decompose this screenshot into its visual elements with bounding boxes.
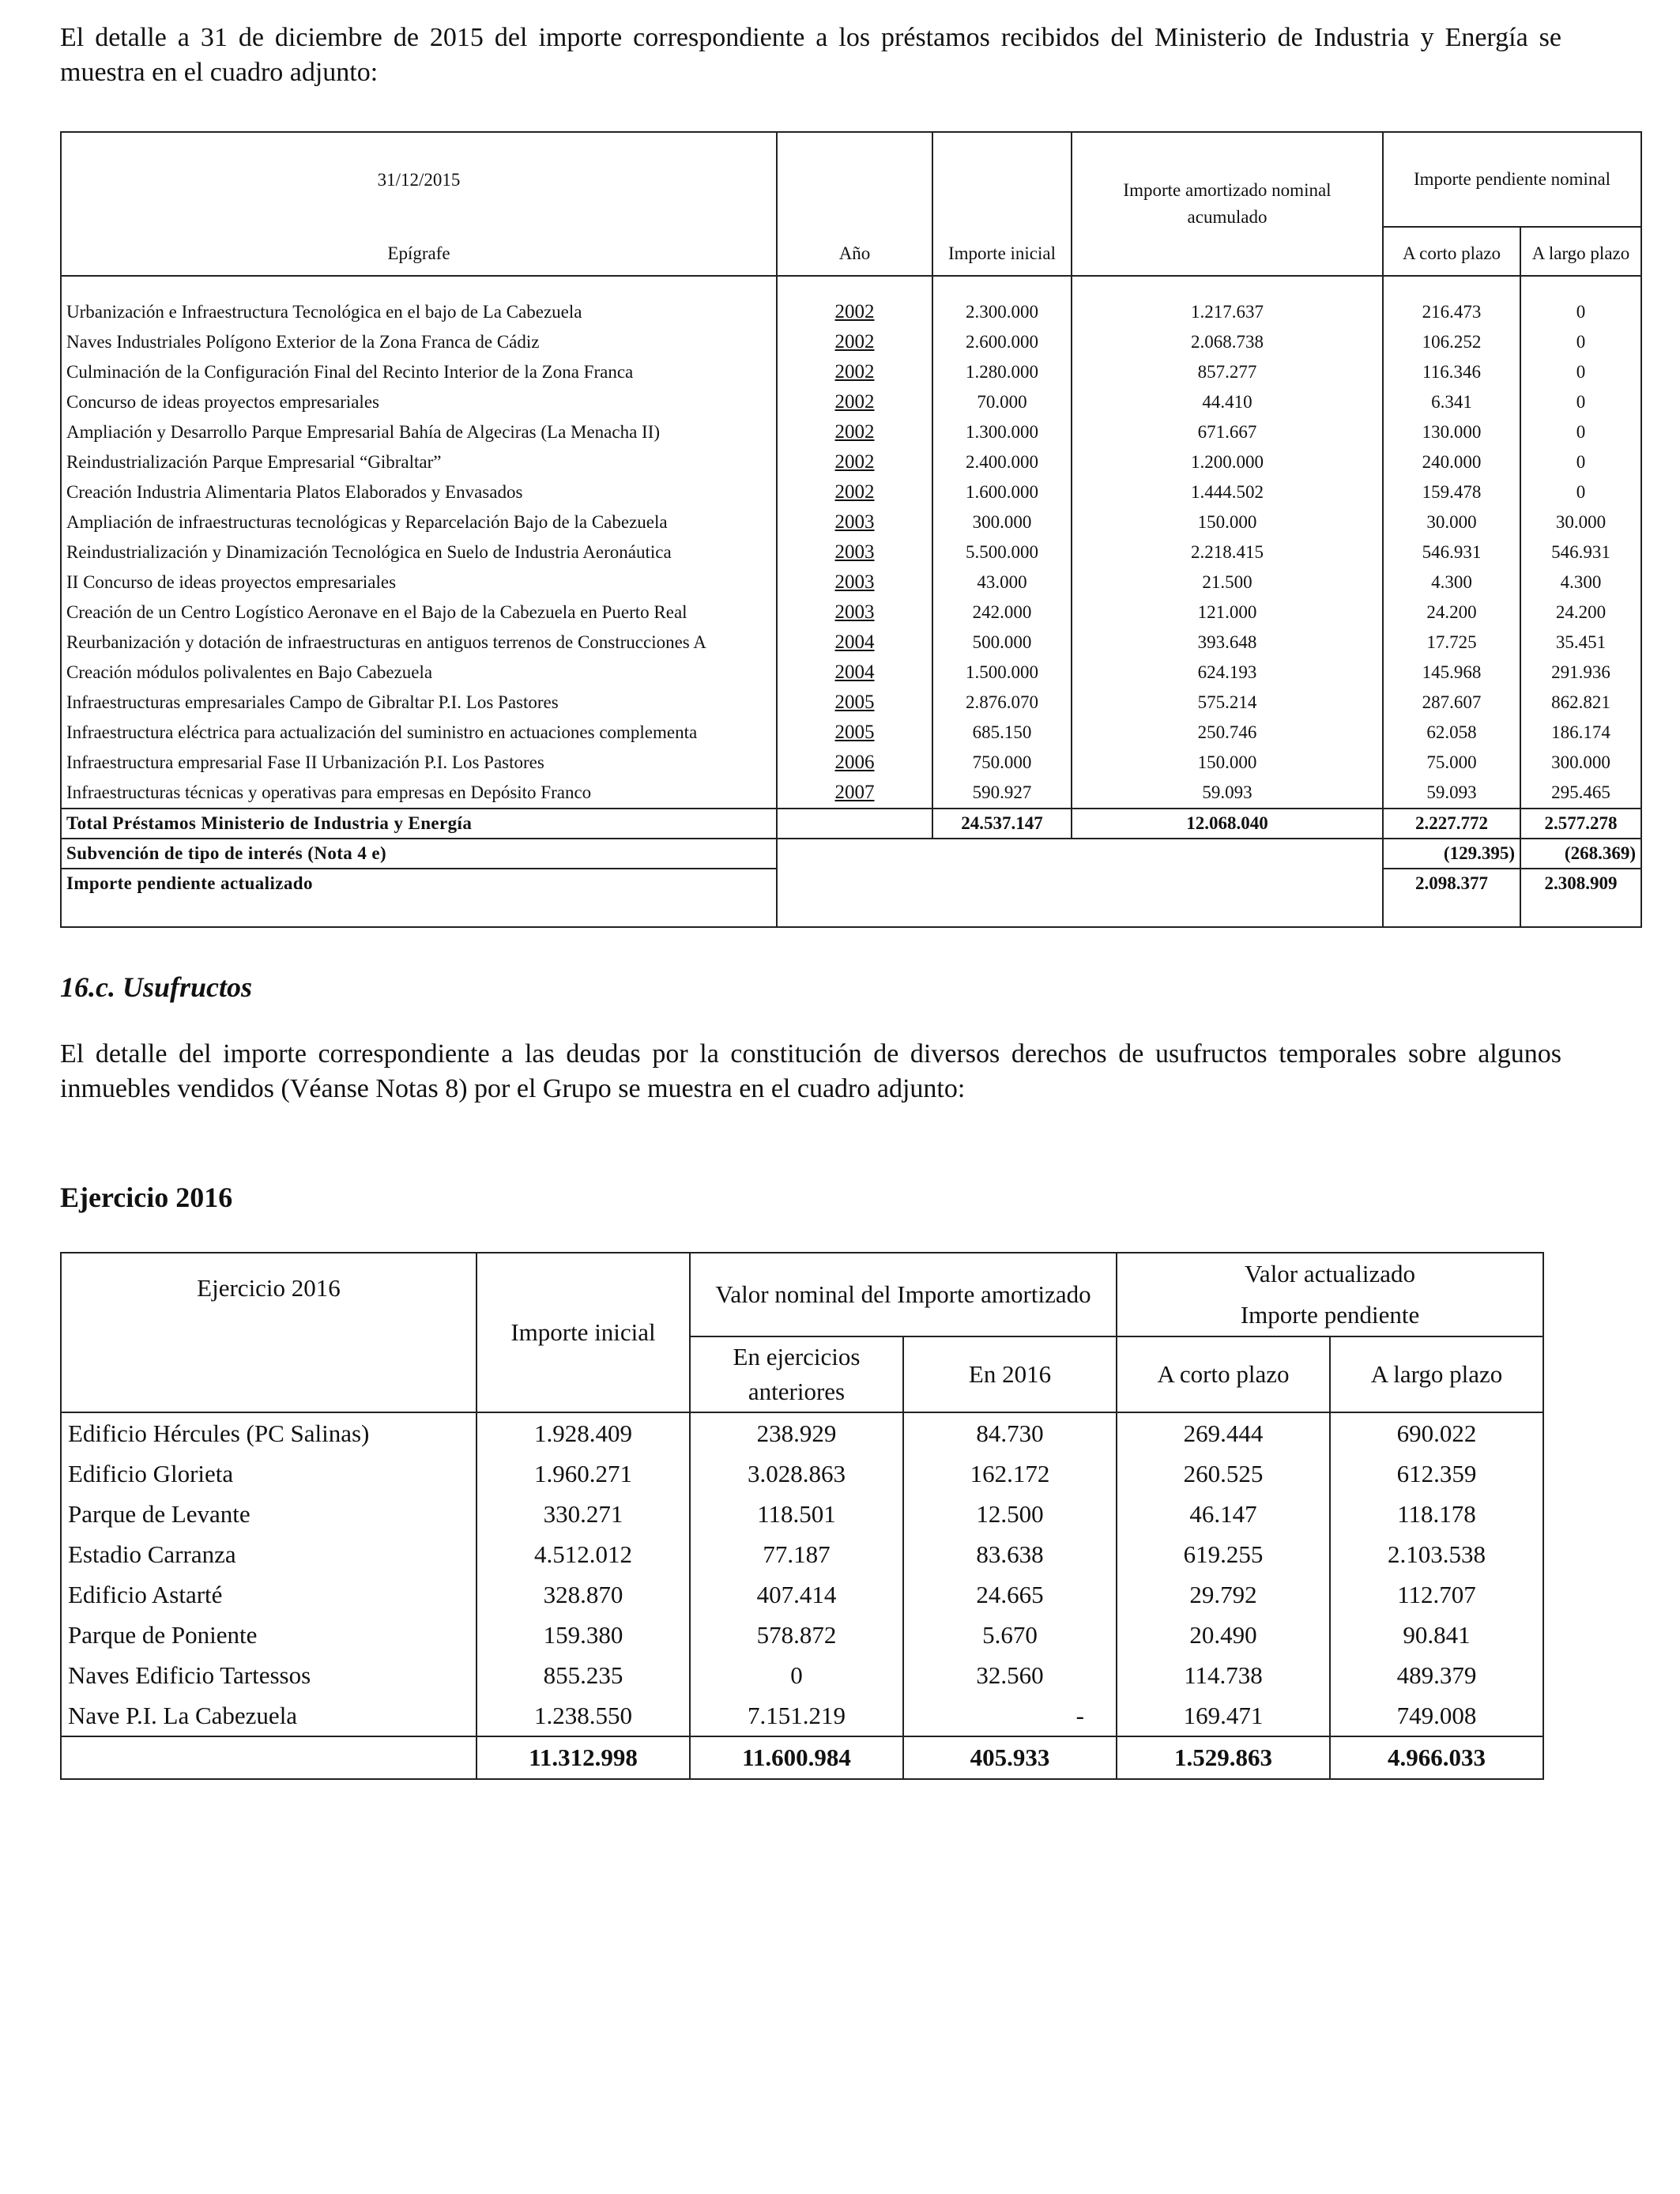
- uheader-importe-pendiente-text: Importe pendiente: [1240, 1301, 1420, 1329]
- loan-epigrafe: Ampliación y Desarrollo Parque Empresarial Bahía de Algeciras (La Menacha II): [61, 417, 777, 447]
- table-row: [61, 507, 1641, 537]
- spacer: [1383, 276, 1520, 297]
- loan-ano: 2004: [777, 658, 932, 688]
- spacer: [932, 276, 1072, 297]
- usufructos-rows: [61, 1412, 1543, 1736]
- table-row: [61, 327, 1641, 357]
- ejercicio-heading: Ejercicio 2016: [60, 1182, 233, 1213]
- loan-amortizado: 250.746: [1072, 718, 1383, 748]
- utotal-blank: [61, 1736, 477, 1779]
- table-row: [61, 567, 1641, 598]
- loan-corto: 59.093: [1383, 778, 1520, 809]
- loan-epigrafe: Infraestructuras empresariales Campo de Gibraltar P.I. Los Pastores: [61, 688, 777, 718]
- loan-corto: 24.200: [1383, 598, 1520, 628]
- usuf-largo: 690.022: [1330, 1412, 1543, 1453]
- utotal-largo: 4.966.033: [1330, 1736, 1543, 1779]
- usuf-inicial: 159.380: [477, 1615, 690, 1655]
- loan-corto: 159.478: [1383, 477, 1520, 507]
- loan-corto: 240.000: [1383, 447, 1520, 477]
- loan-amortizado: 2.068.738: [1072, 327, 1383, 357]
- usuf-name: Edificio Hércules (PC Salinas): [61, 1412, 477, 1453]
- loan-inicial: 43.000: [932, 567, 1072, 598]
- loan-largo: 35.451: [1520, 628, 1641, 658]
- loan-amortizado: 575.214: [1072, 688, 1383, 718]
- usufructos-paragraph: El detalle del importe correspondiente a las deudas por la constitución de diversos derechos de usufructos temporales sobre algunos inmuebles vendidos (Véanse Notas 8) por el Grupo se muestra en el cuadro adjunto:: [60, 1039, 1561, 1103]
- table-row: [61, 477, 1641, 507]
- uheader-corto-plazo: [1117, 1336, 1330, 1412]
- usuf-en2016: 12.500: [903, 1494, 1117, 1534]
- table-row: [61, 1695, 1543, 1736]
- header-importe-amortizado-text: Importe amortizado nominal acumulado: [1123, 180, 1332, 227]
- table-row: [61, 1453, 1543, 1494]
- header-importe-inicial-text: Importe inicial: [947, 243, 1057, 263]
- usuf-largo: 749.008: [1330, 1695, 1543, 1736]
- usuf-inicial: 855.235: [477, 1655, 690, 1695]
- loan-corto: 17.725: [1383, 628, 1520, 658]
- loan-corto: 6.341: [1383, 387, 1520, 417]
- usuf-name: Parque de Poniente: [61, 1615, 477, 1655]
- uheader-corto-plazo-text: A corto plazo: [1157, 1360, 1290, 1388]
- loan-corto: 4.300: [1383, 567, 1520, 598]
- header-ano: [777, 132, 932, 276]
- loan-largo: 0: [1520, 387, 1641, 417]
- usuf-anteriores: 118.501: [690, 1494, 903, 1534]
- usuf-name: Naves Edificio Tartessos: [61, 1655, 477, 1695]
- uheader-valor-nominal: [690, 1253, 1117, 1336]
- loan-inicial: 750.000: [932, 748, 1072, 778]
- loan-corto: 62.058: [1383, 718, 1520, 748]
- uheader-valor-actualizado: [1117, 1253, 1543, 1336]
- loan-epigrafe: Concurso de ideas proyectos empresariales: [61, 387, 777, 417]
- table-row: [61, 387, 1641, 417]
- loan-ano: 2005: [777, 688, 932, 718]
- subvencion-corto: (129.395): [1383, 839, 1520, 869]
- loan-largo: 30.000: [1520, 507, 1641, 537]
- subvencion-blank: [777, 839, 1383, 927]
- total-ano-blank: [777, 809, 932, 839]
- loan-largo: 24.200: [1520, 598, 1641, 628]
- loan-epigrafe: Ampliación de infraestructuras tecnológicas y Reparcelación Bajo de la Cabezuela: [61, 507, 777, 537]
- uheader-importe-inicial: [477, 1253, 690, 1412]
- uheader-ejercicio-text: Ejercicio 2016: [197, 1274, 341, 1302]
- usuf-largo: 90.841: [1330, 1615, 1543, 1655]
- usuf-largo: 489.379: [1330, 1655, 1543, 1695]
- loan-largo: 0: [1520, 297, 1641, 327]
- loan-corto: 145.968: [1383, 658, 1520, 688]
- loan-ano: 2002: [777, 387, 932, 417]
- usuf-corto: 29.792: [1117, 1574, 1330, 1615]
- subvencion-largo: (268.369): [1520, 839, 1641, 869]
- uheader-en-2016-text: En 2016: [968, 1360, 1052, 1388]
- loan-amortizado: 2.218.415: [1072, 537, 1383, 567]
- usuf-largo: 2.103.538: [1330, 1534, 1543, 1574]
- loan-inicial: 70.000: [932, 387, 1072, 417]
- loan-largo: 295.465: [1520, 778, 1641, 809]
- usuf-inicial: 1.238.550: [477, 1695, 690, 1736]
- loan-inicial: 1.600.000: [932, 477, 1072, 507]
- usuf-en2016: 5.670: [903, 1615, 1117, 1655]
- loan-ano: 2002: [777, 297, 932, 327]
- loan-epigrafe: Urbanización e Infraestructura Tecnológica en el bajo de La Cabezuela: [61, 297, 777, 327]
- header-importe-inicial: [932, 132, 1072, 276]
- usuf-name: Parque de Levante: [61, 1494, 477, 1534]
- uheader-ejercicio: [61, 1253, 477, 1412]
- loan-ano: 2005: [777, 718, 932, 748]
- loan-epigrafe: Naves Industriales Polígono Exterior de la Zona Franca de Cádiz: [61, 327, 777, 357]
- table-row: [61, 598, 1641, 628]
- spacer: [1520, 276, 1641, 297]
- loan-largo: 546.931: [1520, 537, 1641, 567]
- usuf-name: Nave P.I. La Cabezuela: [61, 1695, 477, 1736]
- loan-largo: 186.174: [1520, 718, 1641, 748]
- header-largo-plazo-text: A largo plazo: [1531, 243, 1630, 263]
- loan-inicial: 685.150: [932, 718, 1072, 748]
- usuf-en2016: 162.172: [903, 1453, 1117, 1494]
- pendiente-largo: 2.308.909: [1520, 869, 1641, 927]
- loan-epigrafe: Reindustrialización y Dinamización Tecnológica en Suelo de Industria Aeronáutica: [61, 537, 777, 567]
- loan-amortizado: 59.093: [1072, 778, 1383, 809]
- uheader-valor-actualizado-text: Valor actualizado: [1244, 1260, 1416, 1287]
- loan-largo: 0: [1520, 417, 1641, 447]
- usuf-inicial: 1.928.409: [477, 1412, 690, 1453]
- usufructos-table: [60, 1252, 1544, 1780]
- usuf-inicial: 1.960.271: [477, 1453, 690, 1494]
- table-row: [61, 1534, 1543, 1574]
- loan-ano: 2006: [777, 748, 932, 778]
- usuf-name: Edificio Astarté: [61, 1574, 477, 1615]
- header-ano-text: Año: [838, 243, 871, 263]
- table-row: [61, 1494, 1543, 1534]
- header-epigrafe: [61, 227, 777, 276]
- usuf-corto: 46.147: [1117, 1494, 1330, 1534]
- loans-table: [60, 131, 1642, 928]
- usuf-en2016: 84.730: [903, 1412, 1117, 1453]
- table-row: [61, 537, 1641, 567]
- usuf-largo: 612.359: [1330, 1453, 1543, 1494]
- header-importe-amortizado: [1072, 132, 1383, 276]
- loan-amortizado: 857.277: [1072, 357, 1383, 387]
- table-row: [61, 447, 1641, 477]
- spacer: [777, 276, 932, 297]
- header-date: [61, 132, 777, 227]
- header-importe-pendiente: [1383, 132, 1641, 227]
- table-row: [61, 1615, 1543, 1655]
- usuf-name: Edificio Glorieta: [61, 1453, 477, 1494]
- table-row: [61, 628, 1641, 658]
- usuf-anteriores: 578.872: [690, 1615, 903, 1655]
- section-heading: 16.c. Usufructos: [60, 971, 253, 1003]
- loan-epigrafe: Infraestructura empresarial Fase II Urbanización P.I. Los Pastores: [61, 748, 777, 778]
- loan-epigrafe: Creación Industria Alimentaria Platos Elaborados y Envasados: [61, 477, 777, 507]
- loan-inicial: 2.300.000: [932, 297, 1072, 327]
- total-corto: 2.227.772: [1383, 809, 1520, 839]
- loan-corto: 130.000: [1383, 417, 1520, 447]
- loan-largo: 0: [1520, 447, 1641, 477]
- loan-largo: 0: [1520, 327, 1641, 357]
- usuf-en2016: 24.665: [903, 1574, 1117, 1615]
- loan-largo: 300.000: [1520, 748, 1641, 778]
- table-row: [61, 658, 1641, 688]
- loan-corto: 287.607: [1383, 688, 1520, 718]
- uheader-en-2016: [903, 1336, 1117, 1412]
- loan-ano: 2002: [777, 447, 932, 477]
- usuf-name: Estadio Carranza: [61, 1534, 477, 1574]
- uheader-valor-nominal-text: Valor nominal del Importe amortizado: [715, 1280, 1091, 1308]
- header-corto-plazo-text: A corto plazo: [1403, 243, 1501, 263]
- loan-ano: 2002: [777, 327, 932, 357]
- uheader-ejercicios-anteriores: [690, 1336, 903, 1412]
- loan-ano: 2002: [777, 417, 932, 447]
- loan-ano: 2002: [777, 477, 932, 507]
- table-row: [61, 297, 1641, 327]
- loan-inicial: 1.280.000: [932, 357, 1072, 387]
- loans-totals: [61, 809, 1641, 927]
- uheader-importe-inicial-text: Importe inicial: [510, 1318, 656, 1346]
- usuf-corto: 169.471: [1117, 1695, 1330, 1736]
- loan-corto: 106.252: [1383, 327, 1520, 357]
- table-row: [61, 1655, 1543, 1695]
- loan-ano: 2003: [777, 567, 932, 598]
- total-inicial: 24.537.147: [932, 809, 1072, 839]
- loan-ano: 2007: [777, 778, 932, 809]
- usuf-en2016: 83.638: [903, 1534, 1117, 1574]
- loan-inicial: 242.000: [932, 598, 1072, 628]
- usuf-corto: 20.490: [1117, 1615, 1330, 1655]
- usuf-largo: 118.178: [1330, 1494, 1543, 1534]
- usuf-anteriores: 7.151.219: [690, 1695, 903, 1736]
- usuf-inicial: 4.512.012: [477, 1534, 690, 1574]
- loan-inicial: 590.927: [932, 778, 1072, 809]
- spacer: [61, 276, 777, 297]
- usuf-corto: 114.738: [1117, 1655, 1330, 1695]
- loan-largo: 291.936: [1520, 658, 1641, 688]
- loan-corto: 546.931: [1383, 537, 1520, 567]
- table-row: [61, 778, 1641, 809]
- loan-corto: 30.000: [1383, 507, 1520, 537]
- loan-corto: 216.473: [1383, 297, 1520, 327]
- utotal-inicial: 11.312.998: [477, 1736, 690, 1779]
- loan-amortizado: 1.444.502: [1072, 477, 1383, 507]
- loan-corto: 75.000: [1383, 748, 1520, 778]
- usuf-corto: 260.525: [1117, 1453, 1330, 1494]
- table-row: [61, 1412, 1543, 1453]
- table-row: [61, 718, 1641, 748]
- header-corto-plazo: [1383, 227, 1520, 276]
- loan-largo: 862.821: [1520, 688, 1641, 718]
- usuf-en2016: 32.560: [903, 1655, 1117, 1695]
- header-largo-plazo: [1520, 227, 1641, 276]
- loan-ano: 2004: [777, 628, 932, 658]
- loan-largo: 0: [1520, 357, 1641, 387]
- loan-epigrafe: II Concurso de ideas proyectos empresariales: [61, 567, 777, 598]
- table-row: [61, 1574, 1543, 1615]
- loan-amortizado: 671.667: [1072, 417, 1383, 447]
- header-epigrafe-text: Epígrafe: [387, 243, 450, 263]
- loan-epigrafe: Infraestructuras técnicas y operativas para empresas en Depósito Franco: [61, 778, 777, 809]
- loan-amortizado: 624.193: [1072, 658, 1383, 688]
- loan-inicial: 1.500.000: [932, 658, 1072, 688]
- usuf-anteriores: 3.028.863: [690, 1453, 903, 1494]
- total-amortizado: 12.068.040: [1072, 809, 1383, 839]
- loan-inicial: 300.000: [932, 507, 1072, 537]
- loan-amortizado: 150.000: [1072, 748, 1383, 778]
- usuf-inicial: 328.870: [477, 1574, 690, 1615]
- loan-epigrafe: Culminación de la Configuración Final del Recinto Interior de la Zona Franca: [61, 357, 777, 387]
- table-row: [61, 357, 1641, 387]
- usuf-anteriores: 238.929: [690, 1412, 903, 1453]
- loan-amortizado: 121.000: [1072, 598, 1383, 628]
- loan-amortizado: 393.648: [1072, 628, 1383, 658]
- usuf-largo: 112.707: [1330, 1574, 1543, 1615]
- loan-ano: 2003: [777, 507, 932, 537]
- loan-ano: 2003: [777, 598, 932, 628]
- subvencion-label: Subvención de tipo de interés (Nota 4 e): [61, 839, 777, 869]
- loan-inicial: 2.400.000: [932, 447, 1072, 477]
- pendiente-corto: 2.098.377: [1383, 869, 1520, 927]
- loan-inicial: 5.500.000: [932, 537, 1072, 567]
- usuf-corto: 619.255: [1117, 1534, 1330, 1574]
- usuf-en2016: -: [903, 1695, 1117, 1736]
- loan-amortizado: 1.200.000: [1072, 447, 1383, 477]
- loan-largo: 0: [1520, 477, 1641, 507]
- loan-inicial: 2.600.000: [932, 327, 1072, 357]
- usuf-inicial: 330.271: [477, 1494, 690, 1534]
- header-date-text: 31/12/2015: [377, 169, 461, 190]
- loan-epigrafe: Creación de un Centro Logístico Aeronave en el Bajo de la Cabezuela en Puerto Real: [61, 598, 777, 628]
- loan-amortizado: 21.500: [1072, 567, 1383, 598]
- loan-inicial: 1.300.000: [932, 417, 1072, 447]
- spacer: [1072, 276, 1383, 297]
- utotal-en2016: 405.933: [903, 1736, 1117, 1779]
- loans-rows: [61, 276, 1641, 809]
- usuf-anteriores: 407.414: [690, 1574, 903, 1615]
- loan-amortizado: 1.217.637: [1072, 297, 1383, 327]
- uheader-largo-plazo: [1330, 1336, 1543, 1412]
- utotal-anteriores: 11.600.984: [690, 1736, 903, 1779]
- table-row: [61, 688, 1641, 718]
- total-label: Total Préstamos Ministerio de Industria y Energía: [61, 809, 777, 839]
- header-importe-pendiente-text: Importe pendiente nominal: [1413, 169, 1611, 189]
- loan-epigrafe: Reindustrialización Parque Empresarial “Gibraltar”: [61, 447, 777, 477]
- uheader-ejercicios-anteriores-text: En ejercicios anteriores: [733, 1343, 861, 1405]
- loan-amortizado: 44.410: [1072, 387, 1383, 417]
- loan-largo: 4.300: [1520, 567, 1641, 598]
- usuf-anteriores: 0: [690, 1655, 903, 1695]
- intro-paragraph: El detalle a 31 de diciembre de 2015 del importe correspondiente a los préstamos recibidos del Ministerio de Industria y Energía se muestra en el cuadro adjunto:: [60, 23, 1561, 87]
- loan-amortizado: 150.000: [1072, 507, 1383, 537]
- loan-inicial: 500.000: [932, 628, 1072, 658]
- usuf-anteriores: 77.187: [690, 1534, 903, 1574]
- loan-epigrafe: Creación módulos polivalentes en Bajo Cabezuela: [61, 658, 777, 688]
- uheader-largo-plazo-text: A largo plazo: [1370, 1360, 1503, 1388]
- loan-corto: 116.346: [1383, 357, 1520, 387]
- loan-inicial: 2.876.070: [932, 688, 1072, 718]
- usuf-corto: 269.444: [1117, 1412, 1330, 1453]
- loan-ano: 2002: [777, 357, 932, 387]
- loan-epigrafe: Infraestructura eléctrica para actualización del suministro en actuaciones complementa: [61, 718, 777, 748]
- utotal-corto: 1.529.863: [1117, 1736, 1330, 1779]
- pendiente-label: Importe pendiente actualizado: [61, 869, 777, 927]
- loan-ano: 2003: [777, 537, 932, 567]
- table-row: [61, 417, 1641, 447]
- total-largo: 2.577.278: [1520, 809, 1641, 839]
- loan-epigrafe: Reurbanización y dotación de infraestructuras en antiguos terrenos de Construcciones A: [61, 628, 777, 658]
- table-row: [61, 748, 1641, 778]
